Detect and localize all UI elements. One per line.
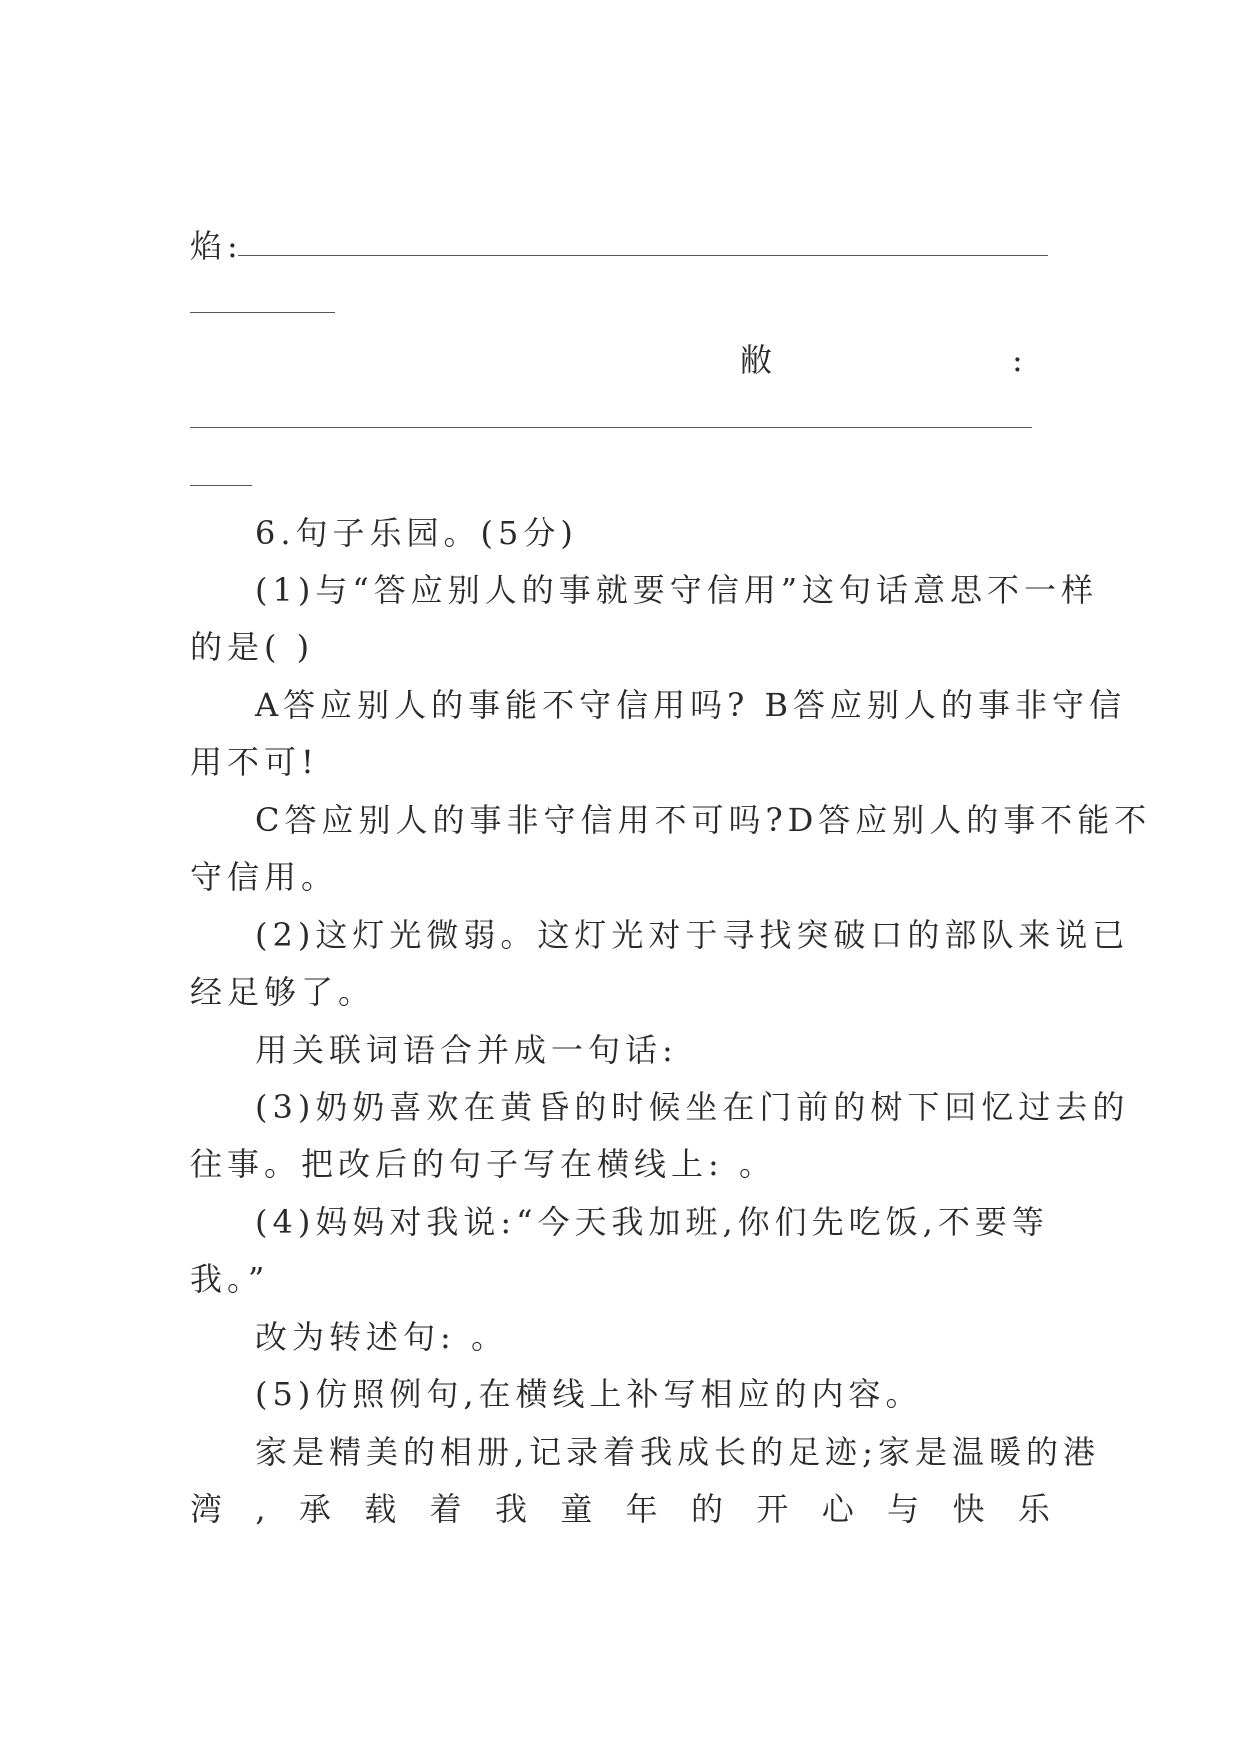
question-6-title: 6.句子乐园。(5分) [255,514,578,552]
question-6-5: (5)仿照例句,在横线上补写相应的内容。 [255,1375,923,1413]
yan-label: 焰: [190,227,243,265]
example-char: 年 [625,1490,658,1528]
question-6-2-instruction: 用关联词语合并成一句话: [255,1031,678,1069]
bi-colon: : [1012,341,1028,379]
example-char: 的 [691,1490,724,1528]
example-char: 快 [952,1490,985,1528]
example-sentence: 家是精美的相册,记录着我成长的足迹;家是温暖的港 [255,1433,1100,1471]
example-char: 童 [560,1490,593,1528]
question-6-1-cont: 的是( ) [190,628,315,666]
answer-line [190,312,335,313]
question-6-4-instruction: 改为转述句: 。 [255,1318,508,1356]
question-6-1: (1)与“答应别人的事就要守信用”这句话意思不一样 [255,571,1099,609]
question-6-3: (3)奶奶喜欢在黄昏的时候坐在门前的树下回忆过去的 [255,1088,1130,1126]
example-char: 乐 [1017,1490,1050,1528]
answer-line [190,485,252,486]
question-6-2: (2)这灯光微弱。这灯光对于寻找突破口的部队来说已 [255,916,1130,954]
answer-line [190,427,1032,428]
example-char: 着 [429,1490,462,1528]
options-cd: C答应别人的事非守信用不可吗?D答应别人的事不能不 [255,801,1152,839]
example-char: 与 [887,1490,920,1528]
question-6-2-cont: 经足够了。 [190,973,376,1011]
example-char: 我 [494,1490,527,1528]
question-6-4-cont: 我。” [190,1260,270,1298]
options-ab-cont: 用不可! [190,743,319,781]
question-6-3-cont: 往事。把改后的句子写在横线上: 。 [190,1145,776,1183]
example-sentence-cont [190,1489,1050,1529]
options-ab: A答应别人的事能不守信用吗? B答应别人的事非守信 [255,686,1126,724]
answer-line [238,255,1048,256]
bi-char: 敝 [740,341,778,379]
example-char: 心 [821,1490,854,1528]
example-char: 湾 [190,1490,223,1528]
example-char: 载 [364,1490,397,1528]
example-char: , [255,1490,266,1528]
example-char: 承 [298,1490,331,1528]
example-char: 开 [756,1490,789,1528]
question-6-4: (4)妈妈对我说:“今天我加班,你们先吃饭,不要等 [255,1203,1049,1241]
options-cd-cont: 守信用。 [190,858,339,896]
